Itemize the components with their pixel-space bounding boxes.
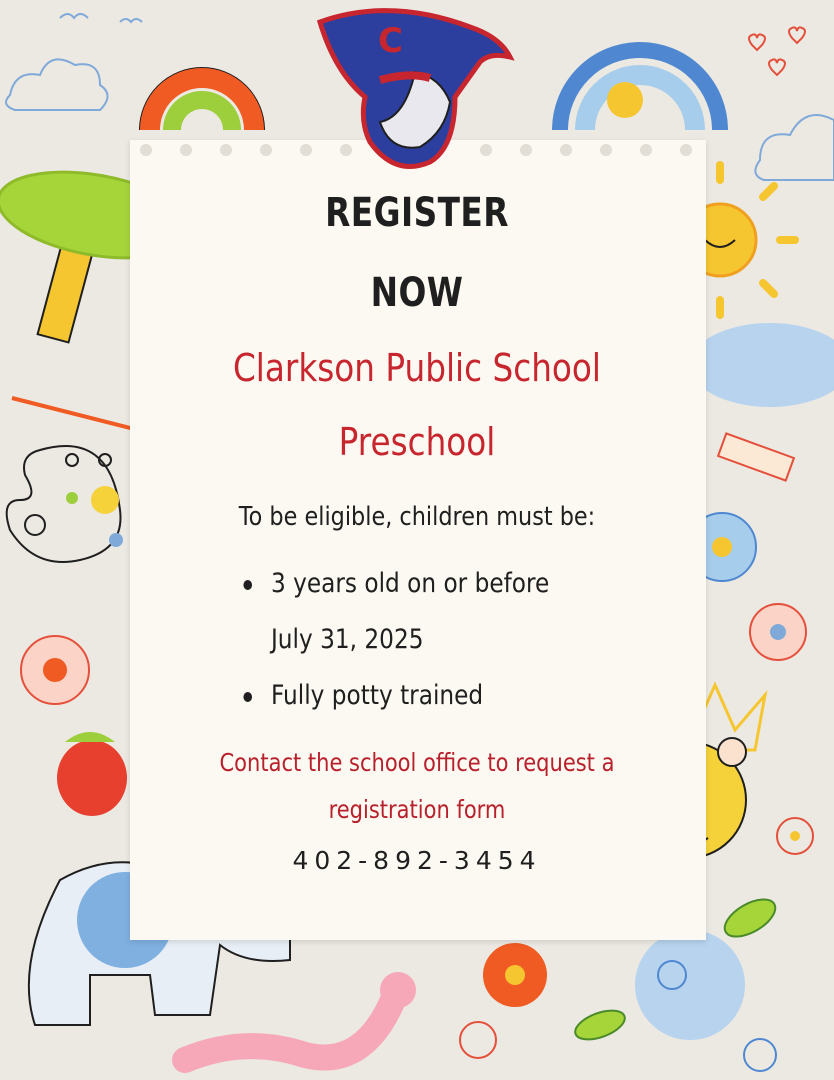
- school-name: Clarkson Public School: [232, 346, 601, 390]
- flower-icon: [21, 636, 89, 704]
- cloud-icon: [6, 59, 108, 110]
- requirement-date: July 31, 2025: [270, 624, 424, 655]
- eligibility-intro: To be eligible, children must be:: [238, 502, 596, 532]
- heading-register: REGISTER: [325, 190, 509, 236]
- flower-icon: [635, 930, 776, 1071]
- requirement-potty: Fully potty trained: [240, 668, 549, 724]
- flower-icon: [750, 604, 806, 660]
- cloud-icon: [755, 115, 834, 180]
- program-name: Preschool: [338, 420, 496, 464]
- heart-icon: [749, 27, 805, 75]
- rainbow-icon: [560, 50, 720, 130]
- bird-icon: [60, 14, 142, 22]
- heading-now: NOW: [370, 270, 464, 316]
- requirements-list: [240, 556, 600, 724]
- phone-number[interactable]: 402-892-3454: [292, 846, 542, 875]
- requirement-age: 3 years old on or before: [240, 556, 549, 612]
- worm-icon: [185, 972, 416, 1060]
- logo-letter: C: [378, 21, 403, 61]
- flower-icon: [460, 943, 547, 1058]
- contact-instruction: Contact the school office to request a: [219, 748, 615, 777]
- contact-instruction-2: registration form: [328, 795, 506, 824]
- mascot-logo: [300, 2, 520, 172]
- rainbow-icon: [140, 68, 264, 130]
